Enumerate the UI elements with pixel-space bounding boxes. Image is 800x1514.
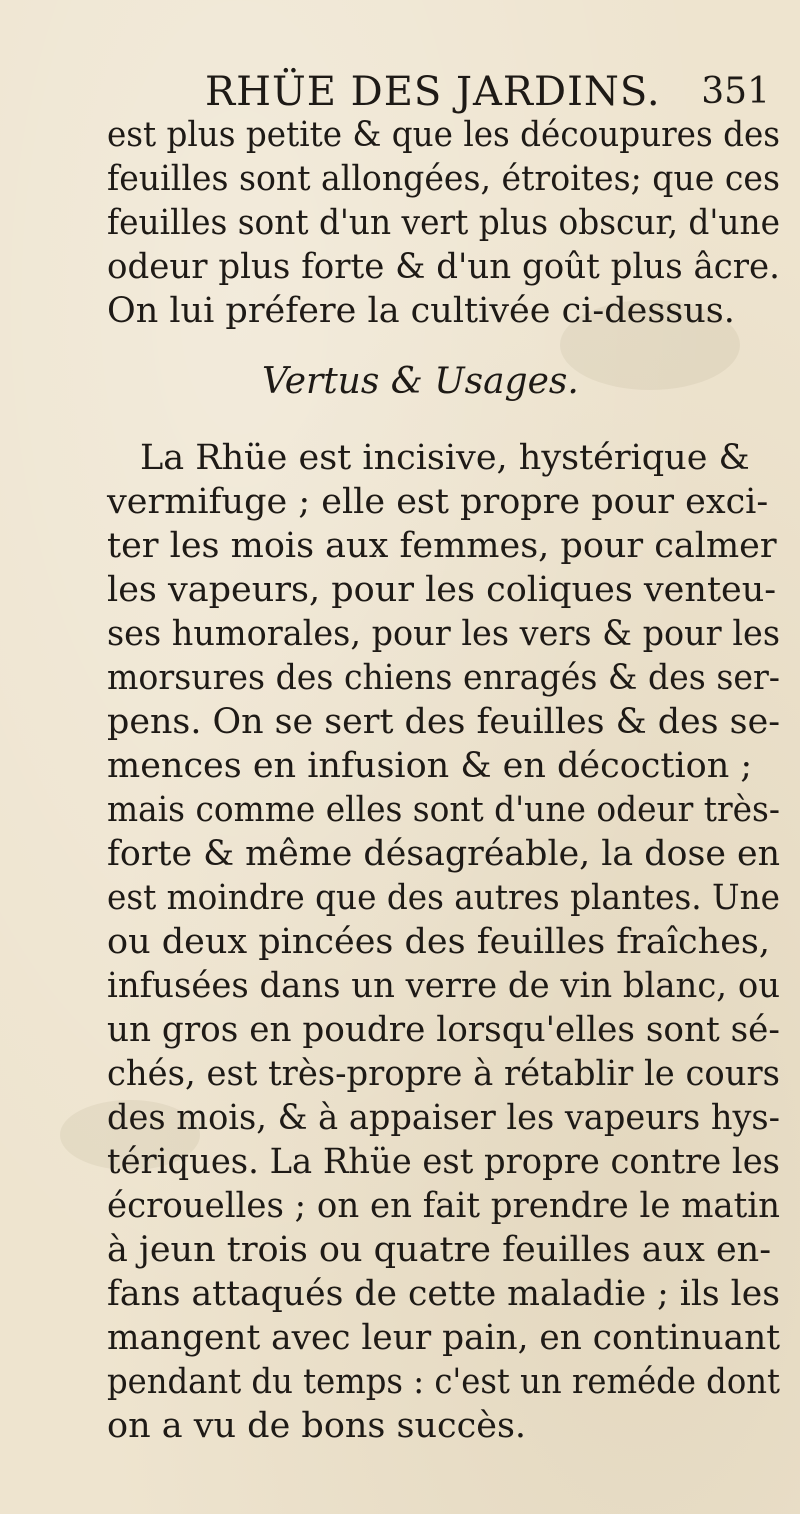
text-line: mangent avec leur pain, en continuant xyxy=(107,1318,780,1358)
text-line: écrouelles ; on en fait prendre le matin xyxy=(107,1186,780,1226)
text-line: tériques. La Rhüe est propre contre les xyxy=(107,1142,780,1182)
text-line: pens. On se sert des feuilles & des se- xyxy=(107,702,780,742)
running-head: RHÜE DES JARDINS. xyxy=(205,69,661,115)
page-header xyxy=(205,68,770,116)
text-line: odeur plus forte & d'un goût plus âcre. xyxy=(107,247,780,287)
text-line: on a vu de bons succès. xyxy=(107,1406,527,1446)
text-line: un gros en poudre lorsqu'elles sont sé- xyxy=(107,1010,780,1050)
text-line: ou deux pincées des feuilles fraîches, xyxy=(107,922,771,962)
text-line: mais comme elles sont d'une odeur très- xyxy=(107,790,780,830)
text-line: forte & même désagréable, la dose en xyxy=(107,834,780,874)
text-line: feuilles sont d'un vert plus obscur, d'une xyxy=(107,203,780,243)
text-line: est moindre que des autres plantes. Une xyxy=(107,878,780,918)
text-line: infusées dans un verre de vin blanc, ou xyxy=(107,966,780,1006)
text-line: à jeun trois ou quatre feuilles aux en- xyxy=(107,1230,772,1270)
section-heading: Vertus & Usages. xyxy=(262,361,579,402)
text-line: chés, est très-propre à rétablir le cours xyxy=(107,1054,780,1094)
text-line: est plus petite & que les découpures des xyxy=(107,115,780,155)
text-line: fans attaqués de cette maladie ; ils les xyxy=(107,1274,780,1314)
text-line: On lui préfere la cultivée ci-dessus. xyxy=(107,291,735,331)
text-line: La Rhüe est incisive, hystérique & xyxy=(140,438,750,478)
text-line: feuilles sont allongées, étroites; que ces xyxy=(107,159,780,199)
text-line: morsures des chiens enragés & des ser- xyxy=(107,658,780,698)
text-line: vermifuge ; elle est propre pour exci- xyxy=(107,482,769,522)
text-line: des mois, & à appaiser les vapeurs hys- xyxy=(107,1098,780,1138)
text-line: ter les mois aux femmes, pour calmer xyxy=(107,526,777,566)
text-line: ses humorales, pour les vers & pour les xyxy=(107,614,780,654)
text-line: les vapeurs, pour les coliques venteu- xyxy=(107,570,777,610)
text-line: mences en infusion & en décoction ; xyxy=(107,746,753,786)
page-number: 351 xyxy=(701,71,770,112)
text-line: pendant du temps : c'est un reméde dont xyxy=(107,1362,780,1402)
